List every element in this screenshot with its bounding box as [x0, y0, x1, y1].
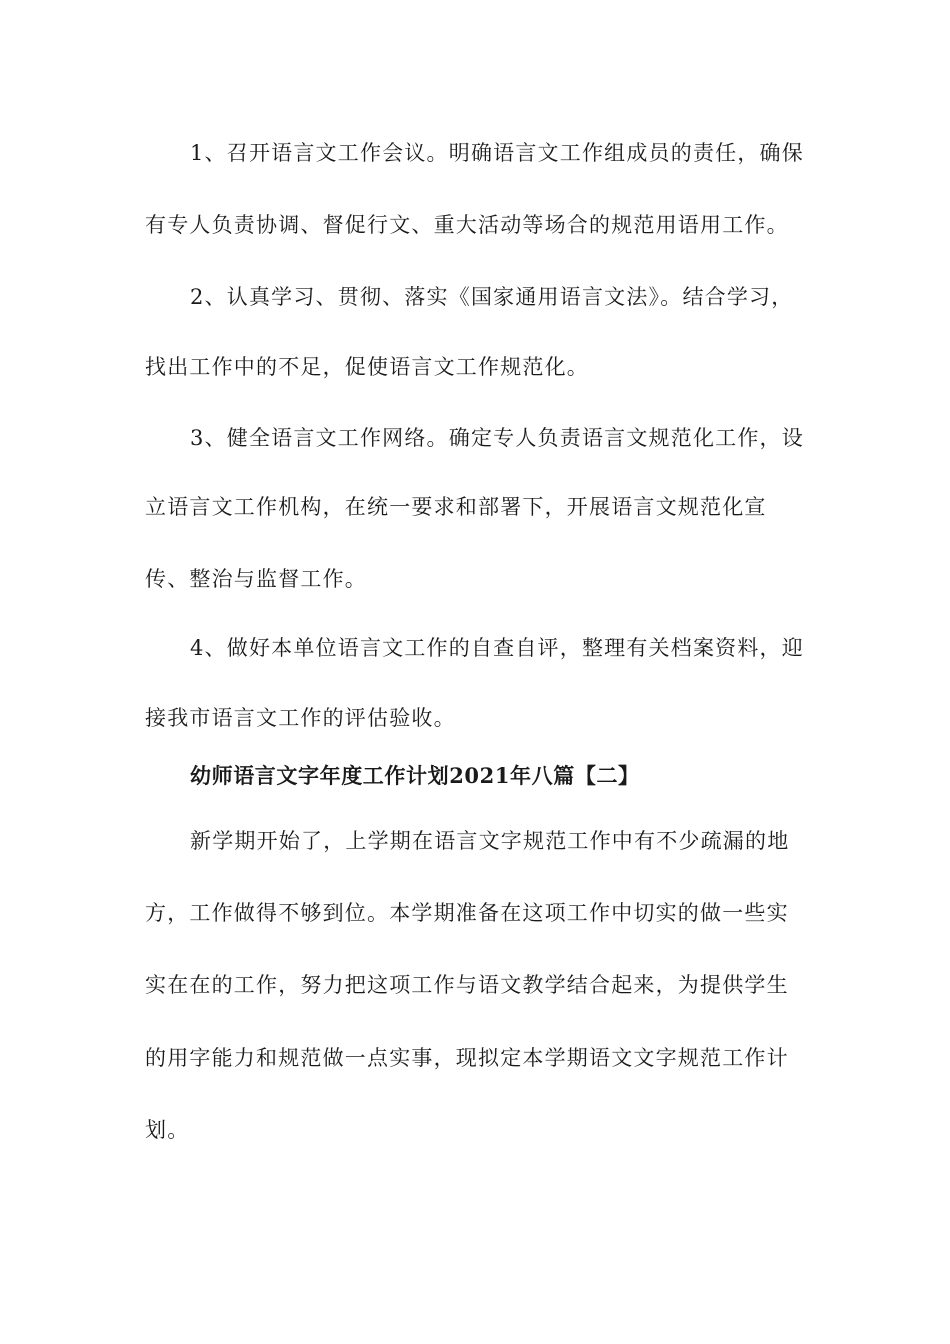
item-3-line-2: 立语言文工作机构，在统一要求和部署下，开展语言文规范化宣	[145, 495, 767, 519]
intro-line-4: 的用字能力和规范做一点实事，现拟定本学期语文文字规范工作计	[145, 1046, 789, 1070]
item-4-line-2: 接我市语言文工作的评估验收。	[145, 706, 456, 730]
item-1-line-1: 1、召开语言文工作会议。明确语言文工作组成员的责任，确保	[190, 141, 804, 165]
item-2-line-2: 找出工作中的不足，促使语言文工作规范化。	[145, 355, 589, 379]
item-4-line-1: 4、做好本单位语言文工作的自查自评，整理有关档案资料，迎	[190, 636, 804, 660]
section-heading: 幼师语言文字年度工作计划2021年八篇【二】	[190, 763, 640, 788]
item-2-line-1: 2、认真学习、贯彻、落实《国家通用语言文法》。结合学习，	[190, 285, 794, 309]
intro-line-3: 实在在的工作，努力把这项工作与语文教学结合起来，为提供学生	[145, 973, 789, 997]
item-3-line-1: 3、健全语言文工作网络。确定专人负责语言文规范化工作，设	[190, 426, 804, 450]
intro-line-2: 方，工作做得不够到位。本学期准备在这项工作中切实的做一些实	[145, 901, 789, 925]
intro-line-5: 划。	[145, 1118, 190, 1142]
item-3-line-3: 传、整治与监督工作。	[145, 567, 367, 591]
item-1-line-2: 有专人负责协调、督促行文、重大活动等场合的规范用语用工作。	[145, 213, 789, 237]
intro-line-1: 新学期开始了，上学期在语言文字规范工作中有不少疏漏的地	[190, 829, 790, 853]
